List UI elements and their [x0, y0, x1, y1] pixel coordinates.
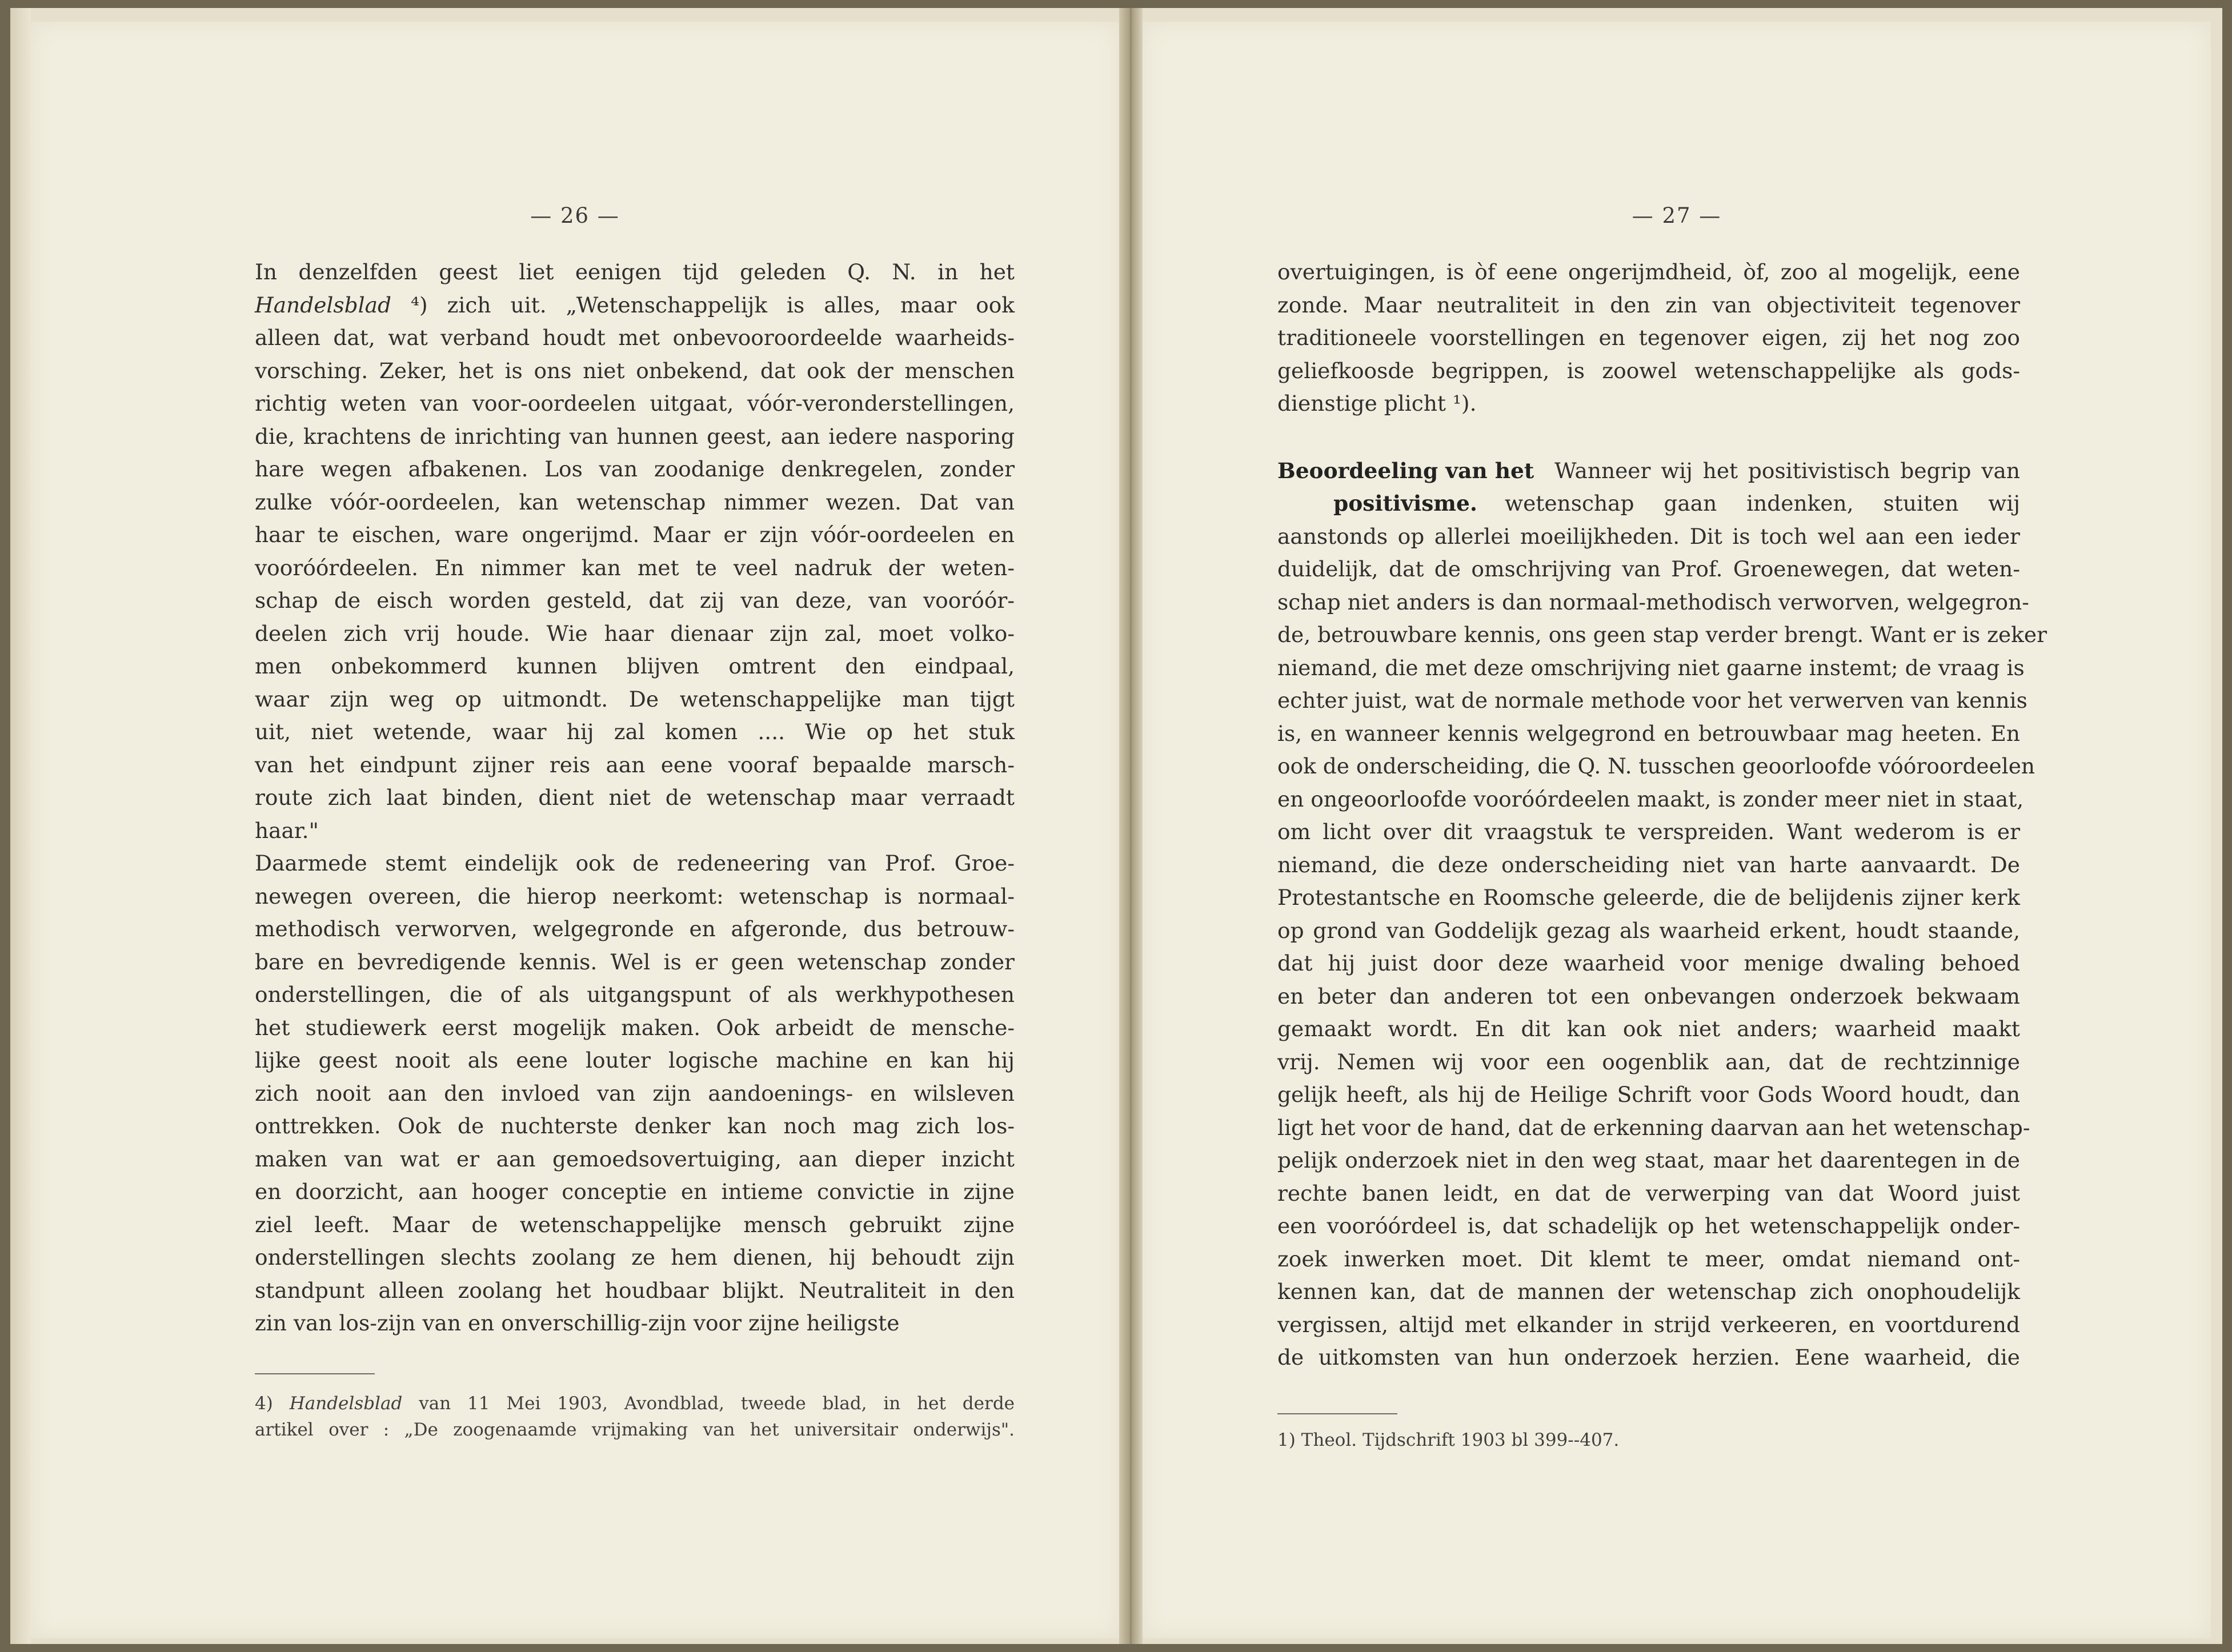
- text-line: aanstonds op allerlei moeilijkheden. Dit is toch wel aan een ieder: [1277, 523, 2020, 549]
- text-line: gelijk heeft, als hij de Heilige Schrift voor Gods Woord houdt, dan: [1277, 1082, 2020, 1107]
- text-line: haar.": [255, 817, 319, 843]
- text-line: niemand, die deze onderscheiding niet van harte aanvaardt. De: [1277, 852, 2020, 877]
- side-heading-2: positivisme.: [1333, 491, 1477, 516]
- footnote-rule-right: [1277, 1413, 1397, 1414]
- text-line: onderstellingen, die of als uitgangspunt of als werkhypothesen: [255, 982, 1015, 1007]
- text-line: pelijk onderzoek niet in den weg staat, maar het daarentegen in de: [1277, 1148, 2020, 1173]
- text-line: ook de onderscheiding, die Q. N. tusschen geoorloofde vóóroordeelen: [1277, 753, 2035, 779]
- text-line: en doorzicht, aan hooger conceptie en intieme convictie in zijne: [255, 1179, 1015, 1204]
- text-line: maken van wat er aan gemoedsovertuiging, aan dieper inzicht: [255, 1146, 1015, 1172]
- page-number-27: — 27 —: [1632, 203, 1722, 228]
- text-line: overtuigingen, is òf eene ongerijmdheid, òf, zoo al mogelijk, eene: [1277, 259, 2020, 284]
- text-line: Protestantsche en Roomsche geleerde, die de belijdenis zijner kerk: [1277, 885, 2020, 910]
- text-line: die, krachtens de inrichting van hunnen geest, aan iedere nasporing: [255, 423, 1015, 449]
- text-line: newegen overeen, die hierop neerkomt: wetenschap is normaal-: [255, 883, 1015, 909]
- text-line: zoek inwerken moet. Dit klemt te meer, omdat niemand ont-: [1277, 1246, 2020, 1272]
- left-page-edge: [10, 8, 31, 1644]
- text-line: geliefkoosde begrippen, is zoowel wetenschappelijke als gods-: [1277, 358, 2020, 383]
- footnote-line2: artikel over : „De zoogenaamde vrijmaking van het universitair onderwijs".: [255, 1420, 1015, 1440]
- text-line: het studiewerk eerst mogelijk maken. Ook arbeidt de mensche-: [255, 1015, 1015, 1040]
- text-line: gemaakt wordt. En dit kan ook niet anders; waarheid maakt: [1277, 1016, 2020, 1041]
- text-line: traditioneele voorstellingen en tegenover eigen, zij het nog zoo: [1277, 325, 2020, 350]
- text-line: zich nooit aan den invloed van zijn aandoenings- en wilsleven: [255, 1080, 1015, 1106]
- left-footnote: [255, 1390, 1015, 1443]
- text-line: route zich laat binden, dient niet de wetenschap maar verraadt: [255, 785, 1015, 810]
- text-line: onderstellingen slechts zoolang ze hem dienen, hij behoudt zijn: [255, 1245, 1015, 1270]
- section-heading-row-2: [1277, 487, 2020, 520]
- text-line: Handelsblad ⁴) zich uit. „Wetenschappelijk is alles, maar ook: [255, 292, 1015, 318]
- footnote-rule: [255, 1373, 375, 1374]
- text-line: en beter dan anderen tot een onbevangen onderzoek bekwaam: [1277, 983, 2020, 1009]
- book-spread: [10, 8, 2222, 1644]
- text-line: waar zijn weg op uitmondt. De wetenschappelijke man tijgt: [255, 686, 1015, 712]
- text-line: deelen zich vrij houde. Wie haar dienaar zijn zal, moet volko-: [255, 620, 1015, 646]
- text-line: de, betrouwbare kennis, ons geen stap verder brengt. Want er is zeker: [1277, 622, 2047, 647]
- right-bottom-paragraph: [1277, 520, 2047, 1374]
- text-line: uit, niet wetende, waar hij zal komen .... Wie op het stuk: [255, 719, 1015, 744]
- text-line: rechte banen leidt, en dat de verwerping van dat Woord juist: [1277, 1180, 2020, 1206]
- text-line: alleen dat, wat verband houdt met onbevooroordeelde waarheids-: [255, 325, 1015, 350]
- text-line: ligt het voor de hand, dat de erkenning daarvan aan het wetenschap-: [1277, 1114, 2030, 1140]
- text-line: de uitkomsten van hun onderzoek herzien. Eene waarheid, die: [1277, 1345, 2020, 1370]
- text-line: duidelijk, dat de omschrijving van Prof. Groenewegen, dat weten-: [1277, 556, 2020, 582]
- book-gutter: [1119, 8, 1143, 1644]
- section-heading-row-1: [1277, 455, 2020, 488]
- right-top-paragraph: [1277, 256, 2020, 420]
- text-line: In denzelfden geest liet eenigen tijd geleden Q. N. in het: [255, 259, 1015, 284]
- text-line: dienstige plicht ¹).: [1277, 391, 1477, 416]
- page-number-26: — 26 —: [530, 203, 620, 228]
- text-line: vergissen, altijd met elkander in strijd verkeeren, en voortdurend: [1277, 1312, 2020, 1337]
- text-line: zonde. Maar neutraliteit in den zin van objectiviteit tegenover: [1277, 292, 2020, 318]
- text-line: een vooróórdeel is, dat schadelijk op het wetenschappelijk onder-: [1277, 1213, 2020, 1238]
- text-line: kennen kan, dat de mannen der wetenschap zich onophoudelijk: [1277, 1279, 2020, 1304]
- text-line: niemand, die met deze omschrijving niet gaarne instemt; de vraag is: [1277, 655, 2025, 680]
- heading-line-1: Wanneer wij het positivistisch begrip van: [1554, 458, 2020, 483]
- text-line: schap de eisch worden gesteld, dat zij van deze, van vooróór-: [255, 588, 1015, 613]
- heading-line-2: wetenschap gaan indenken, stuiten wij: [1505, 491, 2020, 516]
- text-line: zin van los-zijn van en onverschillig-zijn voor zijne heiligste: [255, 1310, 900, 1336]
- text-line: van het eindpunt zijner reis aan eene vooraf bepaalde marsch-: [255, 752, 1015, 777]
- text-line: Daarmede stemt eindelijk ook de redeneering van Prof. Groe-: [255, 851, 1015, 876]
- left-page-body: [255, 256, 1015, 1340]
- text-line: methodisch verworven, welgegronde en afgeronde, dus betrouw-: [255, 916, 1015, 941]
- text-line: en ongeoorloofde vooróórdeelen maakt, is zonder meer niet in staat,: [1277, 786, 2024, 812]
- text-line: dat hij juist door deze waarheid voor menige dwaling behoed: [1277, 951, 2020, 976]
- text-line: vorsching. Zeker, het is ons niet onbekend, dat ook der menschen: [255, 358, 1015, 383]
- text-line: zulke vóór-oordeelen, kan wetenschap nimmer wezen. Dat van: [255, 489, 1015, 515]
- right-page: [1143, 22, 2211, 1638]
- text-line: vrij. Nemen wij voor een oogenblik aan, dat de rechtzinnige: [1277, 1049, 2020, 1074]
- text-line: op grond van Goddelijk gezag als waarheid erkent, houdt staande,: [1277, 917, 2020, 943]
- text-line: lijke geest nooit als eene louter logische machine en kan hij: [255, 1048, 1015, 1073]
- footnote-source: Handelsblad: [289, 1393, 403, 1414]
- footnote-marker: 4): [255, 1393, 273, 1414]
- text-line: hare wegen afbakenen. Los van zoodanige denkregelen, zonder: [255, 456, 1015, 482]
- text-line: ziel leeft. Maar de wetenschappelijke mensch gebruikt zijne: [255, 1212, 1015, 1237]
- right-footnote: 1) Theol. Tijdschrift 1903 bl 399--407.: [1277, 1430, 1620, 1450]
- text-line: is, en wanneer kennis welgegrond en betrouwbaar mag heeten. En: [1277, 720, 2020, 746]
- side-heading-1: Beoordeeling van het: [1277, 458, 1534, 483]
- text-line: richtig weten van voor-oordeelen uitgaat, vóór-veronderstellingen,: [255, 391, 1015, 416]
- left-page: [31, 22, 1119, 1638]
- footnote-line1: van 11 Mei 1903, Avondblad, tweede blad, in het derde: [419, 1393, 1015, 1414]
- text-line: haar te eischen, ware ongerijmd. Maar er zijn vóór-oordeelen en: [255, 522, 1015, 547]
- text-line: standpunt alleen zoolang het houdbaar blijkt. Neutraliteit in den: [255, 1277, 1015, 1303]
- text-line: onttrekken. Ook de nuchterste denker kan noch mag zich los-: [255, 1113, 1015, 1138]
- text-line: om licht over dit vraagstuk te verspreiden. Want wederom is er: [1277, 819, 2020, 844]
- text-line: vooróórdeelen. En nimmer kan met te veel nadruk der weten-: [255, 555, 1015, 580]
- text-line: bare en bevredigende kennis. Wel is er geen wetenschap zonder: [255, 949, 1015, 975]
- text-line: men onbekommerd kunnen blijven omtrent den eindpaal,: [255, 653, 1015, 679]
- text-line: schap niet anders is dan normaal-methodisch verworven, welgegron-: [1277, 589, 2029, 615]
- text-line: echter juist, wat de normale methode voor het verwerven van kennis: [1277, 688, 2027, 713]
- right-page-body: [1277, 256, 2047, 1374]
